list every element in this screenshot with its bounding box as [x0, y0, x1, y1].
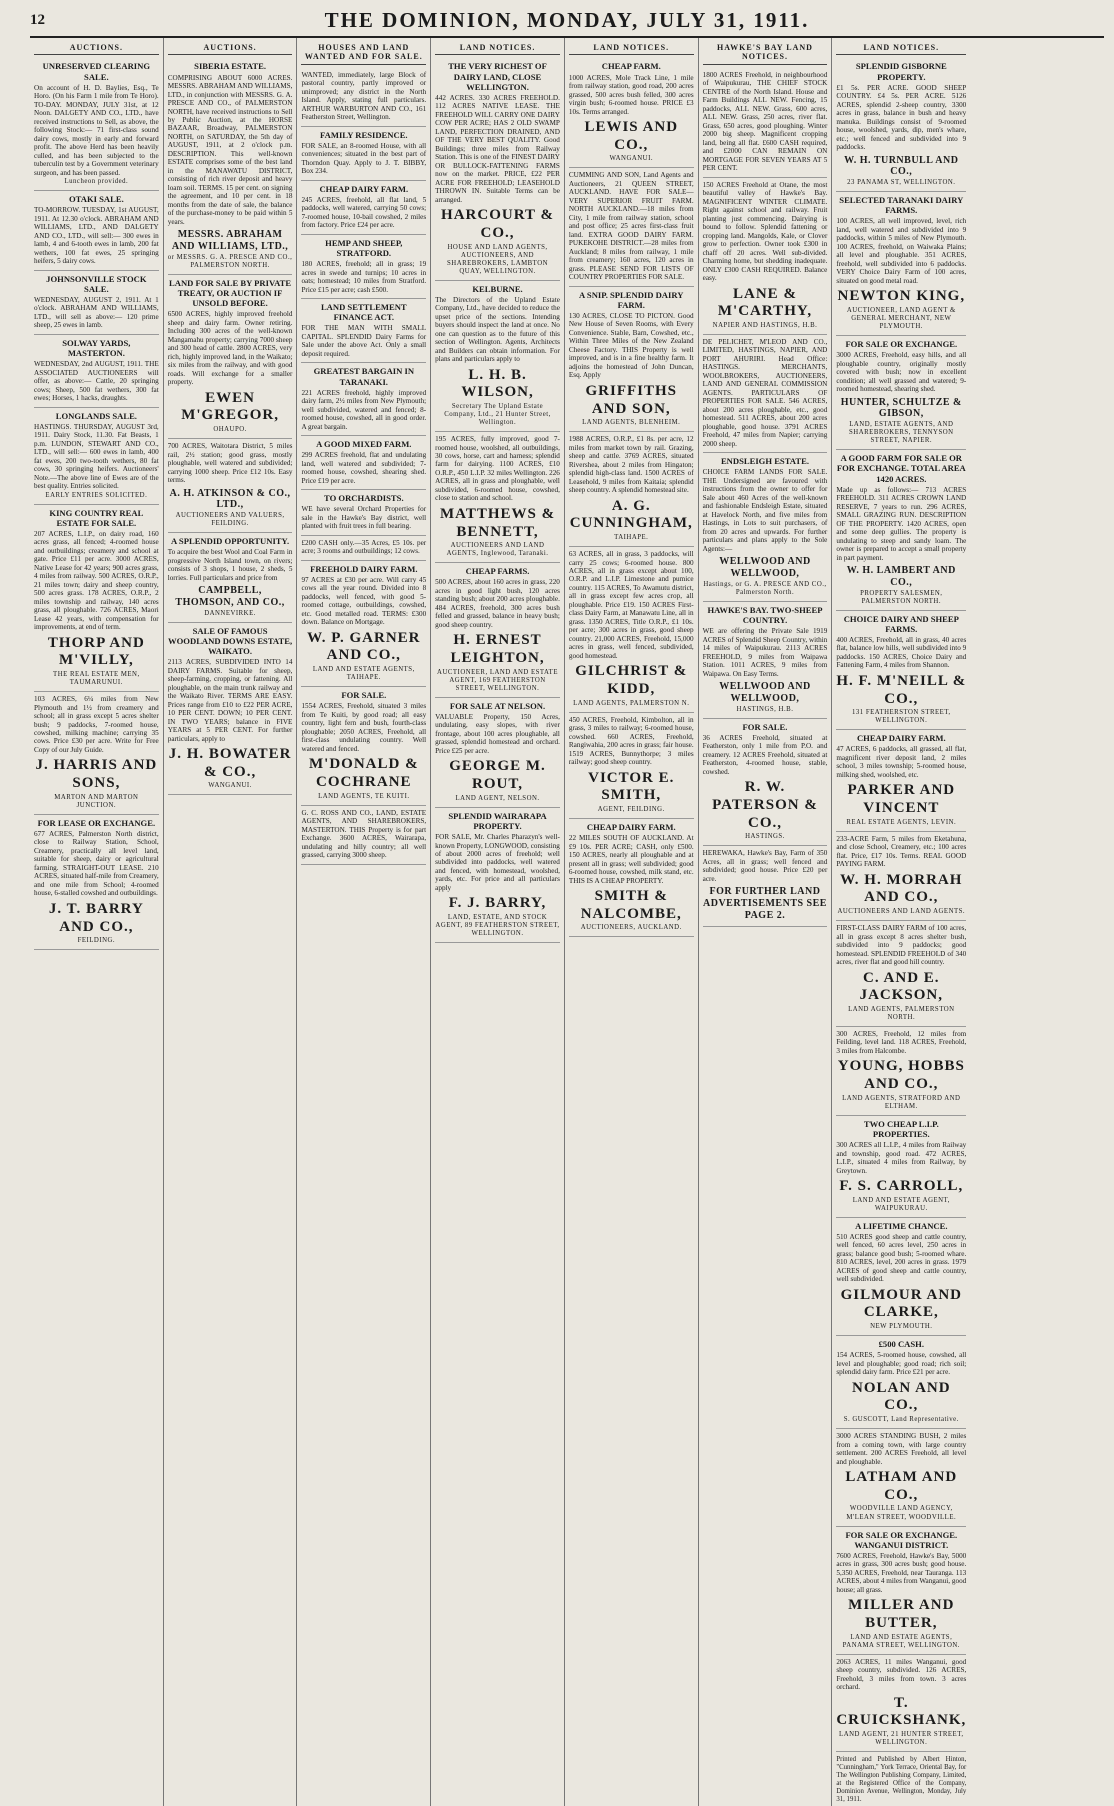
ad-address: THE REAL ESTATE MEN, TAUMARUNUI. [53, 671, 140, 687]
classified-ad [569, 168, 694, 286]
ad-body: 154 ACRES, 5-roomed house, cowshed, all level and ploughable; good road; rich soil; splendid dairy farm. Price £21 per acre. [836, 1351, 967, 1377]
classified-ad [301, 490, 426, 536]
ad-body: FOR SALE, Mr. Charles Pharazyn's well-known Property, LONGWOOD, consisting of about 2000 acres of freehold; well subdivided into paddocks, well watered and fenced, with homestead, woolshed, yards, etc. For price and all particulars apply [435, 833, 560, 892]
ad-address: REAL ESTATE AGENTS, LEVIN. [846, 818, 957, 826]
ad-body: FOR SALE, an 8-roomed House, with all conveniences; situated in the best part of Thorndon Quay. Apply to J. T. BIBBY, Box 234. [301, 141, 427, 176]
ad-firm-name: LEWIS AND CO., [584, 119, 679, 153]
ad-title: FOR SALE AT NELSON. [449, 700, 546, 711]
ad-body: WANTED, immediately, large Block of pastoral country, partly improved or unimproved; any district in the North Island. Apply, stating full particulars. ARTHUR WARBURTON AND CO., 161 Featherston Street, Wellington. [301, 70, 427, 122]
ad-firm-name: F. S. CARROLL, [839, 1178, 964, 1195]
ad-title: A GOOD MIXED FARM. [316, 439, 412, 450]
ad-body: HEREWAKA, Hawke's Bay, Farm of 350 Acres, all in grass; well fenced and subdivided; good house. Price £20 per acre. [702, 849, 828, 883]
column-heading: HAWKE'S BAY LAND NOTICES. [703, 40, 828, 65]
ad-title: LAND FOR SALE BY PRIVATE TREATY, OR AUCTION IF UNSOLD BEFORE. [169, 277, 292, 309]
ad-firm-name: W. P. GARNER AND CO., [307, 629, 421, 664]
ad-address: LAND AGENTS, BLENHEIM. [582, 419, 681, 427]
classified-ad [569, 287, 694, 433]
ad-body: COMPRISING ABOUT 6000 ACRES. MESSRS. ABRAHAM AND WILLIAMS, LTD., in conjunction with MESSRS. G. A. PRESCE AND CO., of PALMERSTON NORTH, have received instructions to Sell by Public Auction, at the HORSE BAZAAR, Broadway, PALMERSTON NORTH, on SATURDAY, the 5th day of AUGUST, 1911, at 2 o'clock p.m. DESCRIPTION. This well-known ESTATE comprises some of the best land in the MANAWATU DISTRICT, consisting of rich river deposit and heavy loam soil. TERMS. 15 per cent. on signing the agreement, and 10 per cent. in 18 months from the date of sale, the balance of the purchase-money to be paid within 5 years. [167, 73, 293, 226]
ad-address: HOUSE AND LAND AGENTS, AUCTIONEERS, AND SHAREBROKERS, LAMBTON QUAY, WELLINGTON. [447, 243, 549, 275]
ad-address: Hastings, or G. A. PRESCE AND CO., Palmerston North. [703, 580, 827, 596]
ad-address: LAND AGENTS, TE KUITI. [318, 792, 410, 800]
ad-firm-name: NEWTON KING, [837, 288, 966, 305]
classified-ad [569, 58, 694, 168]
ad-firm-name: GRIFFITHS AND SON, [585, 382, 678, 417]
ad-firm-name: J. HARRIS AND SONS, [35, 757, 158, 792]
classified-ad [703, 178, 828, 335]
classified-ad [569, 713, 694, 819]
ad-body: Made up as follows:— 713 ACRES FREEHOLD. 311 ACRES CROWN LAND RESERVE, 7 years to run. 296 ACRES, SMALL GRAZING RUN. DESCRIPTION OF THE PROPERTY. 1420 ACRES, open and some deep gullies. The property is undulating to steep and sandy loam. The owner is prepared to accept a small property in part payment. [836, 485, 967, 562]
ad-body: £1 5s. PER ACRE. GOOD SHEEP COUNTRY. £4 5s. PER ACRE. 5126 ACRES, splendid 2-sheep country, 3300 acres in grass, balance in bush and heavy manuka. Buildings consist of 9-roomed house, woolshed, yards, dip, men's whare, etc.; well fenced and subdivided into 9 paddocks. [836, 83, 967, 152]
classified-ad [435, 432, 560, 563]
ad-title: A SPLENDID OPPORTUNITY. [171, 536, 290, 547]
classified-ad [168, 275, 293, 439]
ad-body: 1800 ACRES Freehold, in neighbourhood of Waipukurau, THE CHIEF STOCK CENTRE of the North Island. House and Farm Buildings ALL NEW. Fencing, 15 paddocks, ALL NEW. Grass, 600 acres, ALL NEW. Grass, 250 acres, river flat. Grass, 650 acres, good ploughing. Winter 2000 big sheep. Magnificent cropping land, being all flat. £600 CASH required, and £2000 CAN REMAIN ON MORTGAGE FOR SEVEN YEARS AT 5 PER CENT. [702, 70, 828, 173]
classified-ad [836, 1655, 966, 1752]
ad-title: A SNIP. SPLENDID DAIRY FARM. [579, 289, 684, 310]
ad-firm-name: C. AND E. JACKSON, [859, 969, 944, 1004]
ad-address: AUCTIONEERS AND LAND AGENTS. [837, 908, 966, 916]
ad-body: 221 ACRES freehold, highly improved dairy farm, 2½ miles from New Plymouth; well subdivided, watered and fenced; 8-roomed house, cowshed, all in good order. A great bargain. [301, 388, 427, 431]
column-1 [30, 38, 164, 1806]
ad-title: CHEAP DAIRY FARM. [856, 733, 946, 744]
ad-body: 299 ACRES freehold, flat and undulating land, well watered and subdivided; 7-roomed house, cowshed, shearing shed. Price £19 per acre. [301, 451, 427, 485]
ad-address: AUCTIONEER, LAND AND ESTATE AGENT, 169 FEATHERSTON STREET, WELLINGTON. [437, 668, 558, 692]
classified-ad [836, 832, 966, 921]
ad-title: SIBERIA ESTATE. [194, 61, 266, 72]
ad-title: FREEHOLD DAIRY FARM. [310, 563, 418, 574]
ad-address: WANGANUI. [609, 155, 654, 163]
ad-address: AUCTIONEER, LAND AGENT & GENERAL MERCHANT, NEW PLYMOUTH. [846, 307, 956, 331]
ad-firm-name: FOR FURTHER LAND ADVERTISEMENTS SEE PAGE 2. [703, 886, 827, 921]
ad-body: 97 ACRES at £30 per acre. Will carry 45 cows all the year round. Divided into 8 paddocks, well fenced, with good 5-roomed cottage, outbuildings, cowshed, etc. Good metalled road. TERMS: £300 down. Balance on Mortgage. [301, 575, 427, 627]
ad-body: 245 ACRES, freehold, all flat land, 5 paddocks, well watered, carrying 50 cows; 7-roomed house, 10-bail cowshed, 2 miles from factory. Price £24 per acre. [301, 196, 427, 230]
ad-firm-name: VICTOR E. SMITH, [588, 769, 675, 804]
ad-title: A GOOD FARM FOR SALE OR FOR EXCHANGE. TOTAL AREA 1420 ACRES. [836, 453, 966, 484]
ad-address: TAIHAPE. [614, 534, 649, 541]
ad-address: WOODVILLE LAND AGENCY, M'LEAN STREET, WOODVILLE. [846, 1505, 957, 1521]
ad-body: 400 ACRES, Freehold, all in grass, 40 acres flat, balance low hills, well subdivided into 9 paddocks. 150 ACRES, Choice Dairy and Fattening Farm, 4 miles from Shannon. [836, 635, 967, 670]
classified-ad [836, 336, 966, 450]
ad-address: MARTON AND MARTON JUNCTION. [54, 793, 139, 809]
ad-title: LAND SETTLEMENT FINANCE ACT. [320, 302, 407, 323]
ad-address: LAND AGENTS, PALMERSTON N. [573, 699, 690, 707]
ad-body: VALUABLE Property, 150 Acres, undulating, easy slopes, with river frontage, about 100 acres ploughable, all grassed, splendid homestead and orchard. Price £25 per acre. [435, 712, 560, 755]
ad-body: 2063 ACRES, 11 miles Wanganui, good sheep country, subdivided. 126 ACRES, Freehold, 3 miles from town. 3 acres orchard. [836, 1657, 967, 1692]
ad-body: 700 ACRES, Waitotara District, 5 miles rail, 2½ station; good grass, mostly ploughable, well watered and subdivided; carrying 1000 sheep. Price £12 10s. Easy terms. [167, 442, 293, 485]
classified-ad [168, 533, 293, 623]
ad-body: 233-ACRE Farm, 5 miles from Eketahuna, and close School, Creamery, etc.; 100 acres flat. Price, £17 10s. Terms. REAL GOOD PAYING FARM. [836, 834, 967, 869]
classified-ad [569, 819, 694, 937]
ad-title: SELECTED TARANAKI DAIRY FARMS. [839, 195, 964, 216]
ad-body: WEDNESDAY, AUGUST 2, 1911. At 1 o'clock. ABRAHAM AND WILLIAMS, LTD., will sell as above:— 120 prime sheep, 25 ewes in lamb. [34, 295, 159, 330]
column-heading: LAND NOTICES. [435, 40, 560, 55]
ad-body: To acquire the best Wool and Coal Farm in progressive North Island town, on rivers; consists of 3 shops, 1 house, 2 sheds, 5 lorries. Full particulars and price from [167, 548, 293, 582]
ad-body: CHOICE FARM LANDS FOR SALE. THE Undersigned are favoured with instructions from the owner to offer for Sale about 460 Acres of the well-known and fashionable Endsleigh Estate, situated at Havelock North, and five miles from Hastings, in Lots to suit purchasers, of from 20 acres and upwards. For further particulars and plans apply to the Sole Agents:— [702, 468, 828, 553]
ad-title: FOR SALE OR EXCHANGE. WANGANUI DISTRICT. [845, 1529, 958, 1550]
classified-ad [836, 1336, 966, 1429]
ad-firm-name: A. G. CUNNINGHAM, [569, 497, 693, 532]
ad-firm-name: CAMPBELL, THOMSON, AND CO., [175, 585, 285, 609]
ad-body: CUMMING AND SON, Land Agents and Auctioneers, 21 QUEEN STREET, AUCKLAND. HAVE FOR SALE— VERY SUPERIOR FRUIT FARM. NORTH AUCKLAND.—18 miles from City, 1 mile from railway station, school and post office; 25 acres first-class fruit land. EXTRA GOOD DAIRY FARM. PUKEKOHE DISTRICT.—28 miles from Auckland; 8 miles from railway, 1 mile from creamery; 160 acres, 120 acres in grass. PLEASE SEND FOR LISTS OF COUNTRY PROPERTIES FOR SALE. [568, 171, 694, 282]
classified-ad [168, 58, 293, 274]
column-6 [699, 38, 833, 1806]
column-heading: HOUSES AND LAND WANTED AND FOR SALE. [301, 40, 426, 65]
ad-body: TO-MORROW. TUESDAY, 1st AUGUST, 1911. At 12.30 o'clock. ABRAHAM AND WILLIAMS, LTD., AND DALGETY AND CO., LTD., will sell:— 300 ewes in lamb, 4 and 6-tooth ewes in lamb, 200 fat wethers, 100 fat ewes, 25 springing heifers, 5 dairy cows. [34, 206, 159, 266]
ad-body: FIRST-CLASS DAIRY FARM of 100 acres, all in grass except 8 acres shelter bush, subdivided into 9 paddocks; good homestead. SPLENDID FREEHOLD of 340 acres, river flat and good hill country. [836, 924, 967, 967]
ad-firm-name: PARKER AND VINCENT [847, 782, 956, 817]
ad-address: OHAUPO. [213, 426, 247, 434]
classified-ad [836, 730, 966, 831]
ad-title: ENDSLEIGH ESTATE. [720, 456, 809, 467]
ad-firm-name: EWEN M'GREGOR, [181, 389, 279, 424]
ad-body: 2113 ACRES, SUBDIVIDED INTO 14 DAIRY FARMS. Suitable for sheep, sheep-farming, cropping, or fattening. All ploughable, on the main trunk railway and the Waikato River. TERMS ARE EASY. Prices range from £10 to £22 PER ACRE, 10 PER CENT. DOWN; 10 PER CENT. IN TWO YEARS; balance in FIVE YEARS at 5 PER CENT. For further particulars, apply to [167, 658, 293, 743]
classified-ad [301, 806, 426, 865]
ad-firm-name: WELLWOOD AND WELLWOOD, [719, 680, 811, 704]
ad-body: 442 ACRES. 330 ACRES FREEHOLD. 112 ACRES NATIVE LEASE. THE FREEHOLD WILL CARRY ONE DAIRY COW PER ACRE; HAS 2 OLD SWAMP LAND, PERFECTION DRAINED, AND OF THE VERY BEST QUALITY. Good Buildings; three miles from Railway Station. This is one of the FINEST DAIRY OR BULLOCK-FATTENING FARMS now on the market. PRICE, £22 PER ACRE FOR FREEHOLD; LEASEHOLD THROWN IN. Suitable Terms can be arranged. [435, 93, 560, 204]
ad-title: GREATEST BARGAIN IN TARANAKI. [313, 366, 415, 387]
ad-firm-name: W. H. TURNBULL AND CO., [844, 154, 959, 178]
ad-title: CHEAP FARM. [601, 61, 661, 72]
ad-title: SALE OF FAMOUS WOODLAND DOWNS ESTATE, WAIKATO. [168, 625, 293, 657]
ad-body: 100 ACRES, all well improved, level, rich land, well watered and subdivided into 9 paddocks, within 5 miles of New Plymouth. 100 ACRES, freehold, on Waiwaka Plains; all level and ploughable. 351 ACRES, freehold, well subdivided into 6 paddocks. VERY Choice Dairy Farm of 100 acres, situated on good metal road. [836, 217, 967, 285]
classified-ad [34, 505, 159, 693]
publisher-imprint: Printed and Published by Albert Hinton, "Cunningham," York Terrace, Oriental Bay, for The Wellington Publishing Company, Limited, at the Registered Office of the Company, Dominion Avenue, Wellington, Monday, July 31, 1911. [836, 1755, 967, 1804]
ad-title: SOLWAY YARDS, MASTERTON. [62, 337, 131, 358]
classified-ad [703, 335, 828, 453]
classified-ad [34, 335, 159, 408]
column-2 [164, 38, 298, 1806]
ad-body: WE have several Orchard Properties for sale in the Hawke's Bay district, well planted with fruit trees in full bearing. [301, 505, 427, 531]
ad-body: 63 ACRES, all in grass, 3 paddocks, will carry 25 cows; 6-roomed house. 800 ACRES, all in grass except about 100, O.R.P. and L.I.P. Limestone and pumice country. 115 ACRES, To Awamutu district, all in grass except few acres crop, all ploughable. Price £19. 150 ACRES First-class Dairy Farm, at Manawatu Line, all in grass. 1350 ACRES, Title O.R.P., £1 10s. per acre; 300 acres in grass, good sheep country. 21,000 ACRES, Freehold, 15,000 acres in grass, well fenced, subdivided, good homestead. [568, 550, 694, 660]
ad-body: DE PELICHET, M'LEOD AND CO., LIMITED, HASTINGS, NAPIER, AND PORT AHURIRI. Head Office: HASTINGS. MERCHANTS, WOOLBROKERS, AUCTIONEERS, LAND AND GENERAL COMMISSION AGENTS. PARTICULARS OF PROPERTIES FOR SALE. 546 ACRES, about 200 acres ploughable, etc., good homestead. 511 ACRES, about 200 acres ploughable, good house. 3791 ACRES Freehold, 47 miles from Napier; carrying 2000 sheep. [702, 337, 828, 448]
ad-address: EARLY ENTRIES SOLICITED. [45, 491, 148, 499]
ad-title: TO ORCHARDISTS. [324, 493, 404, 504]
ad-title: HAWKE'S BAY. TWO-SHEEP COUNTRY. [707, 604, 823, 625]
ad-firm-name: M'DONALD & COCHRANE [309, 756, 419, 790]
ad-title: THE VERY RICHEST OF DAIRY LAND, CLOSE WELLINGTON. [448, 61, 547, 92]
ad-address: Secretary The Upland Estate Company, Ltd., 21 Hunter Street, Wellington. [444, 402, 551, 427]
classified-ad [34, 191, 159, 271]
classified-ad [836, 1218, 966, 1336]
classified-ad [435, 281, 560, 432]
ad-firm-name: W. H. LAMBERT AND CO., [846, 565, 956, 588]
classified-ad [836, 1527, 966, 1655]
classified-ad [34, 271, 159, 335]
ad-body: 47 ACRES, 6 paddocks, all grassed, all flat, magnificent river deposit land, 2 miles school, 3 miles township; 5-roomed house, milking shed, woolshed, etc. [836, 745, 967, 779]
ad-title: LONGLANDS SALE. [55, 410, 137, 421]
ad-body: 1554 ACRES, Freehold, situated 3 miles from Te Kuiti, by good road; all easy country, light fern and bush, fourth-class ploughable; 2050 ACRES, Freehold, all first-class undulating country. Well watered and fenced. [301, 702, 427, 753]
classified-ad [569, 547, 694, 713]
ad-body: WE are offering the Private Sale 1919 ACRES of Splendid Sheep Country, within 14 miles of Waipukurau. 2113 ACRES FREEHOLD, 9 miles from Waipawa Station. 1011 ACRES, 9 miles from Waipawa. On Easy Terms. [702, 627, 828, 678]
ad-columns [30, 38, 1104, 1804]
ad-address: PROPERTY SALESMEN, PALMERSTON NORTH. [860, 589, 943, 605]
ad-title: CHEAP FARMS. [465, 566, 530, 577]
ad-body: 500 ACRES, about 160 acres in grass, 220 acres in good light bush, 120 acres standing bush; about 200 acres ploughable. 484 ACRES, freehold, 300 acres bush felled and grassed, balance in heavy bush; good sheep country. [435, 578, 560, 629]
classified-ad [301, 299, 426, 363]
classified-ad [703, 68, 828, 178]
ad-title: UNRESERVED CLEARING SALE. [42, 61, 151, 82]
ad-body: £200 CASH only.—35 Acres, £5 10s. per acre; 3 rooms and outbuildings; 12 cows. [301, 538, 427, 556]
ad-title: SPLENDID GISBORNE PROPERTY. [855, 61, 947, 82]
classified-ad [301, 363, 426, 436]
ad-body: 7600 ACRES, Freehold, Hawke's Bay, 5000 acres in grass, 300 acres bush; good house. 5,350 ACRES, Freehold, near Tauranga. 113 ACRES, about 4 miles from Wanganui, good house; all grass. [836, 1551, 967, 1594]
ad-body: WEDNESDAY, 2nd AUGUST, 1911. THE ASSOCIATED AUCTIONEERS will offer, as above:— Cattle, 20 springing cows; Sheep, 500 fat wethers, 300 fat ewes; Horses, 1 hacks, draughts. [34, 360, 159, 403]
ad-address: or MESSRS. G. A. PRESCE AND CO., PALMERSTON NORTH. [167, 253, 293, 269]
classified-ad [836, 450, 966, 610]
classified-ad [435, 698, 560, 808]
ad-firm-name: W. H. MORRAH AND CO., [840, 871, 963, 906]
classified-ad [168, 439, 293, 533]
ad-body: 180 ACRES, freehold; all in grass; 19 acres in swede and turnips; 10 acres in oats; homestead; 10 miles from Stratford. Price £15 per acre; cash £500. [301, 260, 427, 294]
classified-ad [435, 808, 560, 943]
classified-ad [301, 436, 426, 490]
ad-body: 3000 ACRES STANDING BUSH, 2 miles from a coming town, with large country settlement. 200 ACRES Freehold, all level and ploughable. [836, 1432, 967, 1466]
ad-firm-name: J. T. BARRY AND CO., [48, 900, 144, 935]
ad-firm-name: J. H. BOWATER & CO., [168, 746, 292, 780]
classified-ad [435, 563, 560, 697]
ad-body: 1000 ACRES, Mole Track Line, 1 mile from railway station, good road, 200 acres grassed, 500 acres bush felled, 300 acres virgin bush; 6-roomed house. PRICE £3 10s. Terms arranged. [568, 73, 694, 116]
ad-firm-name: GILCHRIST & KIDD, [575, 663, 688, 697]
column-5 [565, 38, 699, 1806]
ad-address: FEILDING. [77, 937, 116, 945]
ad-title: FOR SALE. [742, 721, 788, 732]
ad-firm-name: YOUNG, HOBBS AND CO., [837, 1058, 965, 1093]
ad-body: On account of H. D. Baylies, Esq., Te Horo. (On his Farm 1 mile from Te Horo). TO-DAY. MONDAY, JULY 31st, at 12 Noon. DALGETY AND CO., LTD., have received instructions to Sell, as above, the following Stock:— 71 first-class sound dairy cows, mostly in early and forward profit. The above Herd has been heavily culled, and has been subjected to the tuberculin test by a Government veterinary surgeon, and has been passed. [34, 83, 159, 177]
classified-ad [836, 58, 966, 192]
ad-address: LAND, ESTATE AGENTS, AND SHAREBROKERS, TENNYSON STREET, NAPIER. [849, 421, 954, 445]
ad-address: 131 FEATHERSTON STREET, WELLINGTON. [851, 709, 951, 725]
ad-body: 150 ACRES Freehold at Otane, the most beautiful valley of Hawke's Bay. MAGNIFICENT WINTER CLIMATE. Right against school and railway. Fruit planting just commencing. Dairying is bound to follow. Splendid fattening or cropping land. Mangolds, Kale, or Clover grow to perfection. Owner took £300 in chaff off 20 acres. Well sub-divided. Charming home, but shedding inadequate. ONLY £300 CASH REQUIRED. Balance easy. [702, 180, 828, 283]
ad-body: G. C. ROSS AND CO., LAND, ESTATE AGENTS, AND SHAREBROKERS, MASTERTON. THIS Property is for part Exchange. 3600 ACRES, Wairarapa, undulating and hilly country; all well grassed, carrying 3000 sheep. [301, 808, 427, 860]
classified-ad [301, 536, 426, 561]
ad-address: 23 PANAMA ST, WELLINGTON. [847, 179, 956, 187]
ad-firm-name: LANE & M'CARTHY, [717, 285, 813, 320]
ad-body: 300 ACRES all L.I.P., 4 miles from Railway and township, good road. 472 ACRES, L.I.P., situated 4 miles from Railway, by Greytown. [836, 1141, 967, 1175]
ad-body: 195 ACRES, fully improved, good 7-roomed house, woolshed, all outbuildings, 30 cows, horse, cart and harness; splendid farm for dairying. 1100 ACRES, £10 O.R.P., 450 L.I.P. 32 miles Wellington. 226 ACRES, all in grass and ploughable, well subdivided, 6-roomed house, cowshed, close to station and school. [435, 435, 560, 503]
ad-address: S. GUSCOTT, Land Representative. [843, 1416, 959, 1424]
classified-ad [836, 611, 966, 731]
ad-firm-name: THORP AND M'VILLY, [47, 634, 145, 669]
ad-firm-name: GILMOUR AND CLARKE, [840, 1286, 963, 1321]
ad-body: 3000 ACRES, Freehold, easy hills, and all ploughable country, originally mostly covered with bush; now in excellent condition; all well grassed and watered; 9-roomed homestead, shearing shed. [836, 351, 967, 394]
ad-firm-name: WELLWOOD AND WELLWOOD, [719, 556, 811, 579]
ad-address: LAND AND ESTATE AGENTS, PANAMA STREET, WELLINGTON. [842, 1633, 960, 1649]
ad-title: FAMILY RESIDENCE. [320, 129, 408, 140]
classified-ad [836, 1027, 966, 1116]
ad-firm-name: MESSRS. ABRAHAM AND WILLIAMS, LTD., [171, 229, 289, 253]
ad-body: 207 ACRES, L.I.P., on dairy road, 160 acres grass, all fenced; 4-roomed house and outbuildings; creamery and school at gate. Price £11 per acre. 3000 ACRES, Native Lease for 42 years; 900 acres grass, 4 miles from railway. 500 ACRES, O.R.P., 21 miles town; dairy and sheep country, 500 acres grass. 178 ACRES, O.R.P., 2 miles township and railway, 140 acres grass, all ploughable. 726 ACRES, Maori Lease 42 years, with compensation for improvements, at end of term. [34, 529, 159, 632]
ad-firm-name: LATHAM AND CO., [845, 1469, 958, 1503]
classified-ad [301, 687, 426, 805]
classified-ad [836, 192, 966, 336]
ad-address: LAND AGENT, NELSON. [455, 794, 540, 802]
classified-ad [34, 692, 159, 815]
ad-firm-name: H. F. M'NEILL & CO., [836, 672, 967, 707]
classified-ad [301, 235, 426, 299]
ad-body: 130 ACRES, CLOSE TO PICTON. Good New House of Seven Rooms, with Every Convenience. Stable, Barn, Cowshed, etc., Within Three Miles of the New Zealand Cheese Factory. THIS Property is well improved, and is in a fine healthy farm. It adjoins the homestead of John Duncan, Esq. Apply [568, 311, 694, 380]
classified-ad [703, 453, 828, 602]
ad-address: HASTINGS, H.B. [736, 705, 794, 713]
ad-address: DANNEVIRKE. [204, 609, 256, 617]
classified-ad [836, 1116, 966, 1218]
ad-address: LAND AGENT, 21 HUNTER STREET, WELLINGTON. [839, 1730, 964, 1746]
ad-title: FOR SALE OR EXCHANGE. [845, 339, 958, 350]
ad-title: CHEAP DAIRY FARM. [319, 183, 409, 194]
ad-body: 22 MILES SOUTH OF AUCKLAND. At £9 10s. PER ACRE; CASH, only £500. 150 ACRES, nearly all ploughable and at present all in grass; well subdivided; good 6-roomed house, cowshed, milk stand, etc. THIS IS A CHEAP PROPERTY. [568, 834, 694, 885]
ad-firm-name: GEORGE M. ROUT, [449, 758, 546, 793]
ad-address: LAND AND ESTATE AGENTS, TAIHAPE. [312, 666, 415, 682]
classified-ad [703, 602, 828, 719]
ad-body: 6500 ACRES, highly improved freehold sheep and dairy farm. Owner retiring. Including 300 acres of the well-known Mangamahu property; carrying 7000 sheep and 300 head of cattle. 2800 ACRES, very rich, highly improved land, in the Waikato; six miles from the railway, and with good roads. Will exchange for a smaller property. [167, 310, 293, 387]
ad-firm-name: L. H. B. WILSON, [461, 366, 534, 401]
ad-body: HASTINGS. THURSDAY, AUGUST 3rd, 1911. Dairy Stock, 11.30. Fat Beasts, 1 p.m. LUNDON, STEWART AND CO., LTD., will sell:— 600 ewes in lamb, 400 fat ewes, 200 two-tooth wethers, 80 fat cows, 30 springing heifers. Auctioneers' Note.—The above line of Ewes are of the best quality. Entries solicited. [34, 422, 159, 491]
ad-firm-name: SMITH & NALCOMBE, [580, 888, 682, 922]
ad-title: SPLENDID WAIRARAPA PROPERTY. [448, 810, 547, 831]
ad-body: 103 ACRES, 6¼ miles from New Plymouth and 1½ from creamery and school; all in grass except 5 acres shelter bush; 9 paddocks, 7-roomed house, cowshed, milking machine; carrying 35 cows. Price £30 per acre. Write for Free Copy of our July Guide. [34, 695, 159, 754]
ad-body: 677 ACRES, Palmerston North district, close to Railway Station, School, Creamery, practically all level land, suitable for sheep, dairy or agricultural farming. STRAIGHT-OUT LEASE. 210 ACRES, situated half-mile from Creamery, and one mile from School; 4-roomed house, 6-stalled cowshed and outbuildings. [34, 829, 159, 898]
ad-address: AUCTIONEERS AND VALUERS, FEILDING. [175, 512, 285, 528]
ad-body: 36 ACRES Freehold, situated at Featherston, only 1 mile from P.O. and creamery. 12 ACRES Freehold, situated at Featherston, 4-roomed house, stable, cowshed. [702, 733, 828, 776]
ad-title: £500 CASH. [878, 1339, 924, 1350]
classified-ad [703, 846, 828, 926]
ad-body: 510 ACRES good sheep and cattle country, well fenced, 60 acres level, 250 acres in grass; balance good bush; 5-roomed whare. 810 ACRES, level, 200 acres in grass. 1979 ACRES of good sheep and cattle country, well subdivided. [836, 1232, 967, 1284]
ad-body: 450 ACRES, Freehold, Kimbolton, all in grass, 3 miles to railway; 6-roomed house, cowshed. 660 ACRES, Freehold, Rangiwahia, 200 acres in grass; fair house. 1519 ACRES, Bunnythorpe; 3 miles railway; good sheep country. [568, 715, 694, 767]
ad-body: 1988 ACRES, O.R.P., £1 8s. per acre, 12 miles from market town by rail. Grazing, sheep and cattle. 3769 ACRES, situated Rivershea, about 2 miles from Hingaton; splendid high-class land. 1500 ACRES of Leasehold, 9 miles from Kaitaia; splendid sheep country. A splendid homestead site. [568, 435, 694, 495]
ad-address: NAPIER AND HASTINGS, H.B. [712, 321, 818, 329]
classified-ad [301, 68, 426, 127]
ad-title: FOR LEASE OR EXCHANGE. [37, 817, 156, 828]
ad-address: LAND AND ESTATE AGENT, WAIPUKURAU. [852, 1196, 950, 1212]
classified-ad [836, 921, 966, 1027]
classified-ad [569, 432, 694, 547]
page-number: 12 [30, 11, 45, 28]
ad-address: LAND AGENTS, STRATFORD AND ELTHAM. [842, 1094, 961, 1110]
ad-address: Luncheon provided. [64, 178, 129, 186]
column-3 [297, 38, 431, 1806]
classified-ad [836, 1429, 966, 1526]
ad-address: WANGANUI. [208, 782, 252, 790]
ad-title: HEMP AND SHEEP, STRATFORD. [325, 237, 403, 259]
ad-title: FOR SALE. [341, 690, 387, 701]
column-heading: AUCTIONS. [34, 40, 159, 55]
ad-title: JOHNSONVILLE STOCK SALE. [46, 273, 147, 294]
masthead [30, 4, 1104, 38]
column-heading: AUCTIONS. [168, 40, 293, 55]
classified-ad [301, 561, 426, 687]
ad-address: AUCTIONEERS, AUCKLAND. [580, 924, 682, 932]
ad-address: NEW PLYMOUTH. [870, 1323, 933, 1331]
classified-ad [435, 58, 560, 280]
column-7 [832, 38, 970, 1806]
ad-address: AGENT, FEILDING. [597, 805, 665, 813]
ad-body: 300 ACRES, Freehold, 12 miles from Feilding, level land. 118 ACRES, Freehold, 3 miles from Halcombe. [836, 1029, 967, 1055]
ad-title: A LIFETIME CHANCE. [855, 1220, 948, 1231]
ad-firm-name: MATTHEWS & BENNETT, [439, 505, 556, 540]
newspaper-title: THE DOMINION, MONDAY, JULY 31, 1911. [324, 7, 810, 32]
classified-ad [168, 623, 293, 796]
ad-address: AUCTIONEERS AND LAND AGENTS, Inglewood, Taranaki. [446, 542, 549, 558]
ad-address: LAND, ESTATE, AND STOCK AGENT, 89 FEATHERSTON STREET, WELLINGTON. [435, 914, 560, 938]
ad-firm-name: HARCOURT & CO., [441, 207, 554, 241]
classified-ad [301, 181, 426, 235]
ad-address: HASTINGS. [745, 833, 785, 841]
classified-ad [703, 719, 828, 847]
ad-title: KELBURNE. [472, 283, 523, 294]
column-4 [431, 38, 565, 1806]
ad-firm-name: HUNTER, SCHULTZE & GIBSON, [840, 396, 962, 420]
classified-ad [301, 127, 426, 181]
ad-title: CHOICE DAIRY AND SHEEP FARMS. [843, 613, 959, 634]
classified-ad [34, 815, 159, 950]
ad-body: FOR THE MAN WITH SMALL CAPITAL. SPLENDID Dairy Farms for Sale under the above Act. Only a small deposit required. [301, 324, 427, 358]
ad-title: OTAKI SALE. [68, 194, 124, 205]
column-heading: LAND NOTICES. [836, 40, 966, 55]
ad-body: The Directors of the Upland Estate Company, Ltd., have decided to reduce the upset price of the sections. Intending buyers should inspect the land at once. No one can question as to the future of this section of Wellington. Agents, Architects and Builders can obtain information. For plans and particulars apply to [435, 295, 560, 364]
ad-firm-name: T. CRUICKSHANK, [836, 1694, 967, 1729]
column-heading: LAND NOTICES. [569, 40, 694, 55]
classified-ad [34, 58, 159, 191]
ad-address: LAND AGENTS, PALMERSTON NORTH. [848, 1005, 955, 1021]
ad-title: TWO CHEAP L.I.P. PROPERTIES. [863, 1118, 939, 1139]
ad-firm-name: NOLAN AND CO., [852, 1379, 951, 1414]
ad-firm-name: H. ERNEST LEIGHTON, [450, 632, 545, 667]
ad-firm-name: MILLER AND BUTTER, [848, 1597, 955, 1631]
ad-title: CHEAP DAIRY FARM. [586, 822, 676, 832]
classified-ad [34, 408, 159, 505]
ad-firm-name: A. H. ATKINSON & CO., LTD., [169, 487, 291, 511]
ad-firm-name: F. J. BARRY, [448, 895, 547, 912]
ad-firm-name: R. W. PATERSON & CO., [712, 779, 818, 831]
ad-title: KING COUNTRY REAL ESTATE FOR SALE. [49, 507, 144, 528]
